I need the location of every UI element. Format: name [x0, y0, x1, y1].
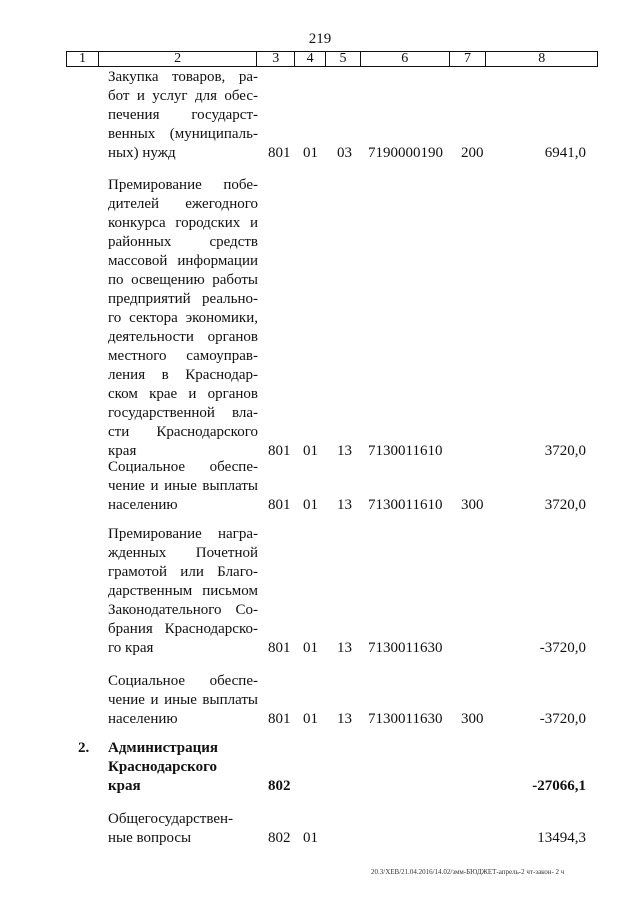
cell-col-6: 7130011630 [368, 711, 443, 727]
table-header-row [66, 51, 598, 67]
cell-col-4: 01 [303, 497, 318, 513]
row-description [108, 458, 258, 515]
header-col-8: 8 [538, 51, 546, 66]
description-line: Социальное обеспе- [108, 673, 258, 689]
header-col-1: 1 [67, 52, 99, 66]
cell-col-4: 01 [303, 830, 318, 846]
description-line: ления в Краснодар- [108, 367, 258, 383]
cell-col-4: 01 [303, 640, 318, 656]
cell-col-4: 01 [303, 145, 318, 161]
description-line: Общегосударствен- [108, 811, 234, 827]
description-line: го края [108, 640, 154, 656]
description-line: ных) нужд [108, 145, 176, 161]
cell-col-3: 801 [268, 145, 291, 161]
cell-col-7: 300 [461, 711, 484, 727]
description-line: сти Краснодарского [108, 424, 258, 440]
header-col-5: 5 [326, 52, 361, 66]
description-line: населению [108, 711, 178, 727]
description-line: го сектора экономики, [108, 310, 258, 326]
cell-col-8: 6941,0 [544, 145, 586, 161]
cell-col-3: 802 [268, 830, 291, 846]
cell-col-8: 3720,0 [544, 443, 586, 459]
description-line: Закупка товаров, ра- [108, 69, 258, 85]
description-line: грамотой или Благо- [108, 564, 258, 580]
cell-col-4: 01 [303, 711, 318, 727]
header-col-7: 7 [450, 52, 487, 66]
cell-col-8: 3720,0 [544, 497, 586, 513]
description-line: брания Краснодарско- [108, 621, 258, 637]
description-line: местного самоуправ- [108, 348, 258, 364]
row-description [108, 672, 258, 729]
row-number: 2. [78, 740, 90, 756]
cell-col-5: 13 [337, 497, 352, 513]
description-line: Краснодарского [108, 759, 218, 775]
description-line: районных средств [108, 234, 258, 250]
description-line: бот и услуг для обес- [108, 88, 258, 104]
cell-col-5: 13 [337, 640, 352, 656]
description-line: массовой информации [108, 253, 258, 269]
row-description [108, 68, 258, 163]
cell-col-3: 801 [268, 443, 291, 459]
header-col-3: 3 [257, 52, 295, 66]
description-line: края [108, 778, 141, 794]
row-description [108, 176, 258, 461]
description-line: ные вопросы [108, 830, 192, 846]
cell-col-8: 13494,3 [537, 830, 586, 846]
cell-col-3: 802 [268, 778, 291, 794]
description-line: жденных Почетной [108, 545, 258, 561]
cell-col-5: 13 [337, 711, 352, 727]
cell-col-3: 801 [268, 640, 291, 656]
description-line: Администрация [108, 740, 219, 756]
description-line: края [108, 443, 137, 459]
description-line: печения государст- [108, 107, 258, 123]
cell-col-5: 13 [337, 443, 352, 459]
row-description [108, 525, 258, 658]
description-line: населению [108, 497, 178, 513]
description-line: конкурса городских и [108, 215, 258, 231]
cell-col-3: 801 [268, 711, 291, 727]
header-col-6: 6 [361, 52, 450, 66]
cell-col-6: 7130011610 [368, 443, 443, 459]
cell-col-6: 7190000190 [368, 145, 443, 161]
description-line: Социальное обеспе- [108, 459, 258, 475]
cell-col-6: 7130011610 [368, 497, 443, 513]
description-line: дителей ежегодного [108, 196, 258, 212]
cell-col-5: 03 [337, 145, 352, 161]
description-line: Премирование побе- [108, 177, 258, 193]
description-line: деятельности органов [108, 329, 258, 345]
description-line: Премирование награ- [108, 526, 258, 542]
cell-col-3: 801 [268, 497, 291, 513]
cell-col-6: 7130011630 [368, 640, 443, 656]
document-footer: 20.3/ХЕВ/21.04.2016/14.02/змм-БЮДЖЕТ-апрель-2 чт-закон- 2 ч [371, 868, 565, 876]
description-line: ском крае и органов [108, 386, 258, 402]
row-description [108, 810, 258, 848]
cell-col-7: 300 [461, 497, 484, 513]
description-line: дарственным письмом [108, 583, 258, 599]
header-col-4: 4 [295, 52, 326, 66]
description-line: чение и иные выплаты [108, 478, 258, 494]
description-line: государственной вла- [108, 405, 258, 421]
row-description [108, 739, 258, 796]
cell-col-7: 200 [461, 145, 484, 161]
description-line: чение и иные выплаты [108, 692, 258, 708]
cell-col-8: -3720,0 [539, 711, 586, 727]
description-line: венных (муниципаль- [108, 126, 258, 142]
cell-col-8: -3720,0 [539, 640, 586, 656]
cell-col-4: 01 [303, 443, 318, 459]
header-col-2: 2 [99, 52, 257, 66]
cell-col-8: -27066,1 [532, 778, 586, 794]
page-number: 219 [308, 31, 332, 47]
description-line: по освещению работы [108, 272, 258, 288]
description-line: Законодательного Со- [108, 602, 258, 618]
description-line: предприятий реально- [108, 291, 258, 307]
